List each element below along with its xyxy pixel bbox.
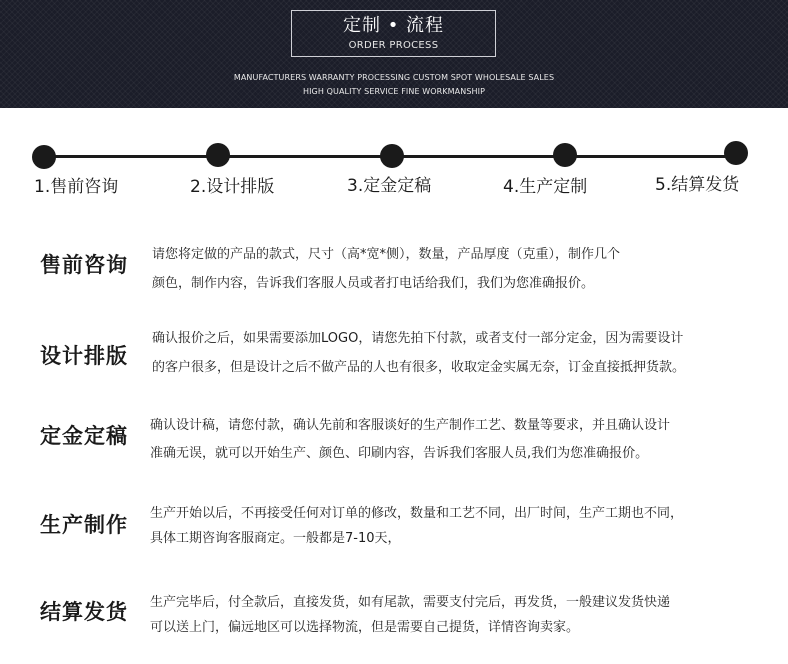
page-subtitle: ORDER PROCESS (348, 40, 439, 51)
step-label-2: 2.设计排版 (190, 177, 275, 197)
step-label-4: 4.生产定制 (503, 177, 588, 197)
title-box (291, 10, 496, 57)
section-text: 可以送上门，偏远地区可以选择物流，但是需要自己提货，详情咨询卖家。 (150, 620, 580, 635)
section-text: 准确无误，就可以开始生产、颜色、印刷内容，告诉我们客服人员,我们为您准确报价。 (150, 446, 649, 461)
timeline-dot-1 (32, 145, 56, 169)
step-label-3: 3.定金定稿 (347, 176, 432, 196)
section-text: 确认设计稿，请您付款，确认先前和客服谈好的生产制作工艺、数量等要求，并且确认设计 (150, 418, 671, 433)
section-title-settlement: 结算发货 (40, 600, 128, 624)
page-title: 定制 • 流程 (342, 15, 445, 36)
section-text: 生产开始以后，不再接受任何对订单的修改，数量和工艺不同，出厂时间，生产工期也不同， (150, 506, 684, 521)
section-text: 生产完毕后，付全款后，直接发货，如有尾款，需要支付完后，再发货，一般建议发货快递 (150, 595, 671, 610)
step-label-1: 1.售前咨询 (34, 177, 119, 197)
section-title-design: 设计排版 (40, 344, 128, 368)
timeline-dot-2 (206, 143, 230, 167)
header-banner (0, 0, 788, 108)
section-title-deposit: 定金定稿 (40, 424, 128, 448)
section-text: 确认报价之后，如果需要添加LOGO，请您先拍下付款，或者支付一部分定金，因为需要设计 (152, 331, 684, 346)
section-text: 颜色，制作内容，告诉我们客服人员或者打电话给我们，我们为您准确报价。 (152, 276, 595, 291)
step-label-5: 5.结算发货 (655, 175, 740, 195)
timeline-dot-4 (553, 143, 577, 167)
section-title-presale: 售前咨询 (40, 253, 128, 277)
section-text: 请您将定做的产品的款式，尺寸（高*宽*侧），数量，产品厚度（克重），制作几个 (152, 247, 621, 262)
section-title-production: 生产制作 (40, 513, 128, 537)
section-text: 具体工期咨询客服商定。一般都是7-10天， (150, 531, 401, 546)
slogan-line-2: HIGH QUALITY SERVICE FINE WORKMANSHIP (302, 87, 486, 96)
section-text: 的客户很多，但是设计之后不做产品的人也有很多，收取定金实属无奈，订金直接抵押货款。 (152, 360, 686, 375)
slogan-line-1: MANUFACTURERS WARRANTY PROCESSING CUSTOM SPOT WHOLESALE SALES (233, 73, 555, 82)
timeline-dot-3 (380, 144, 404, 168)
timeline-dot-5 (724, 141, 748, 165)
